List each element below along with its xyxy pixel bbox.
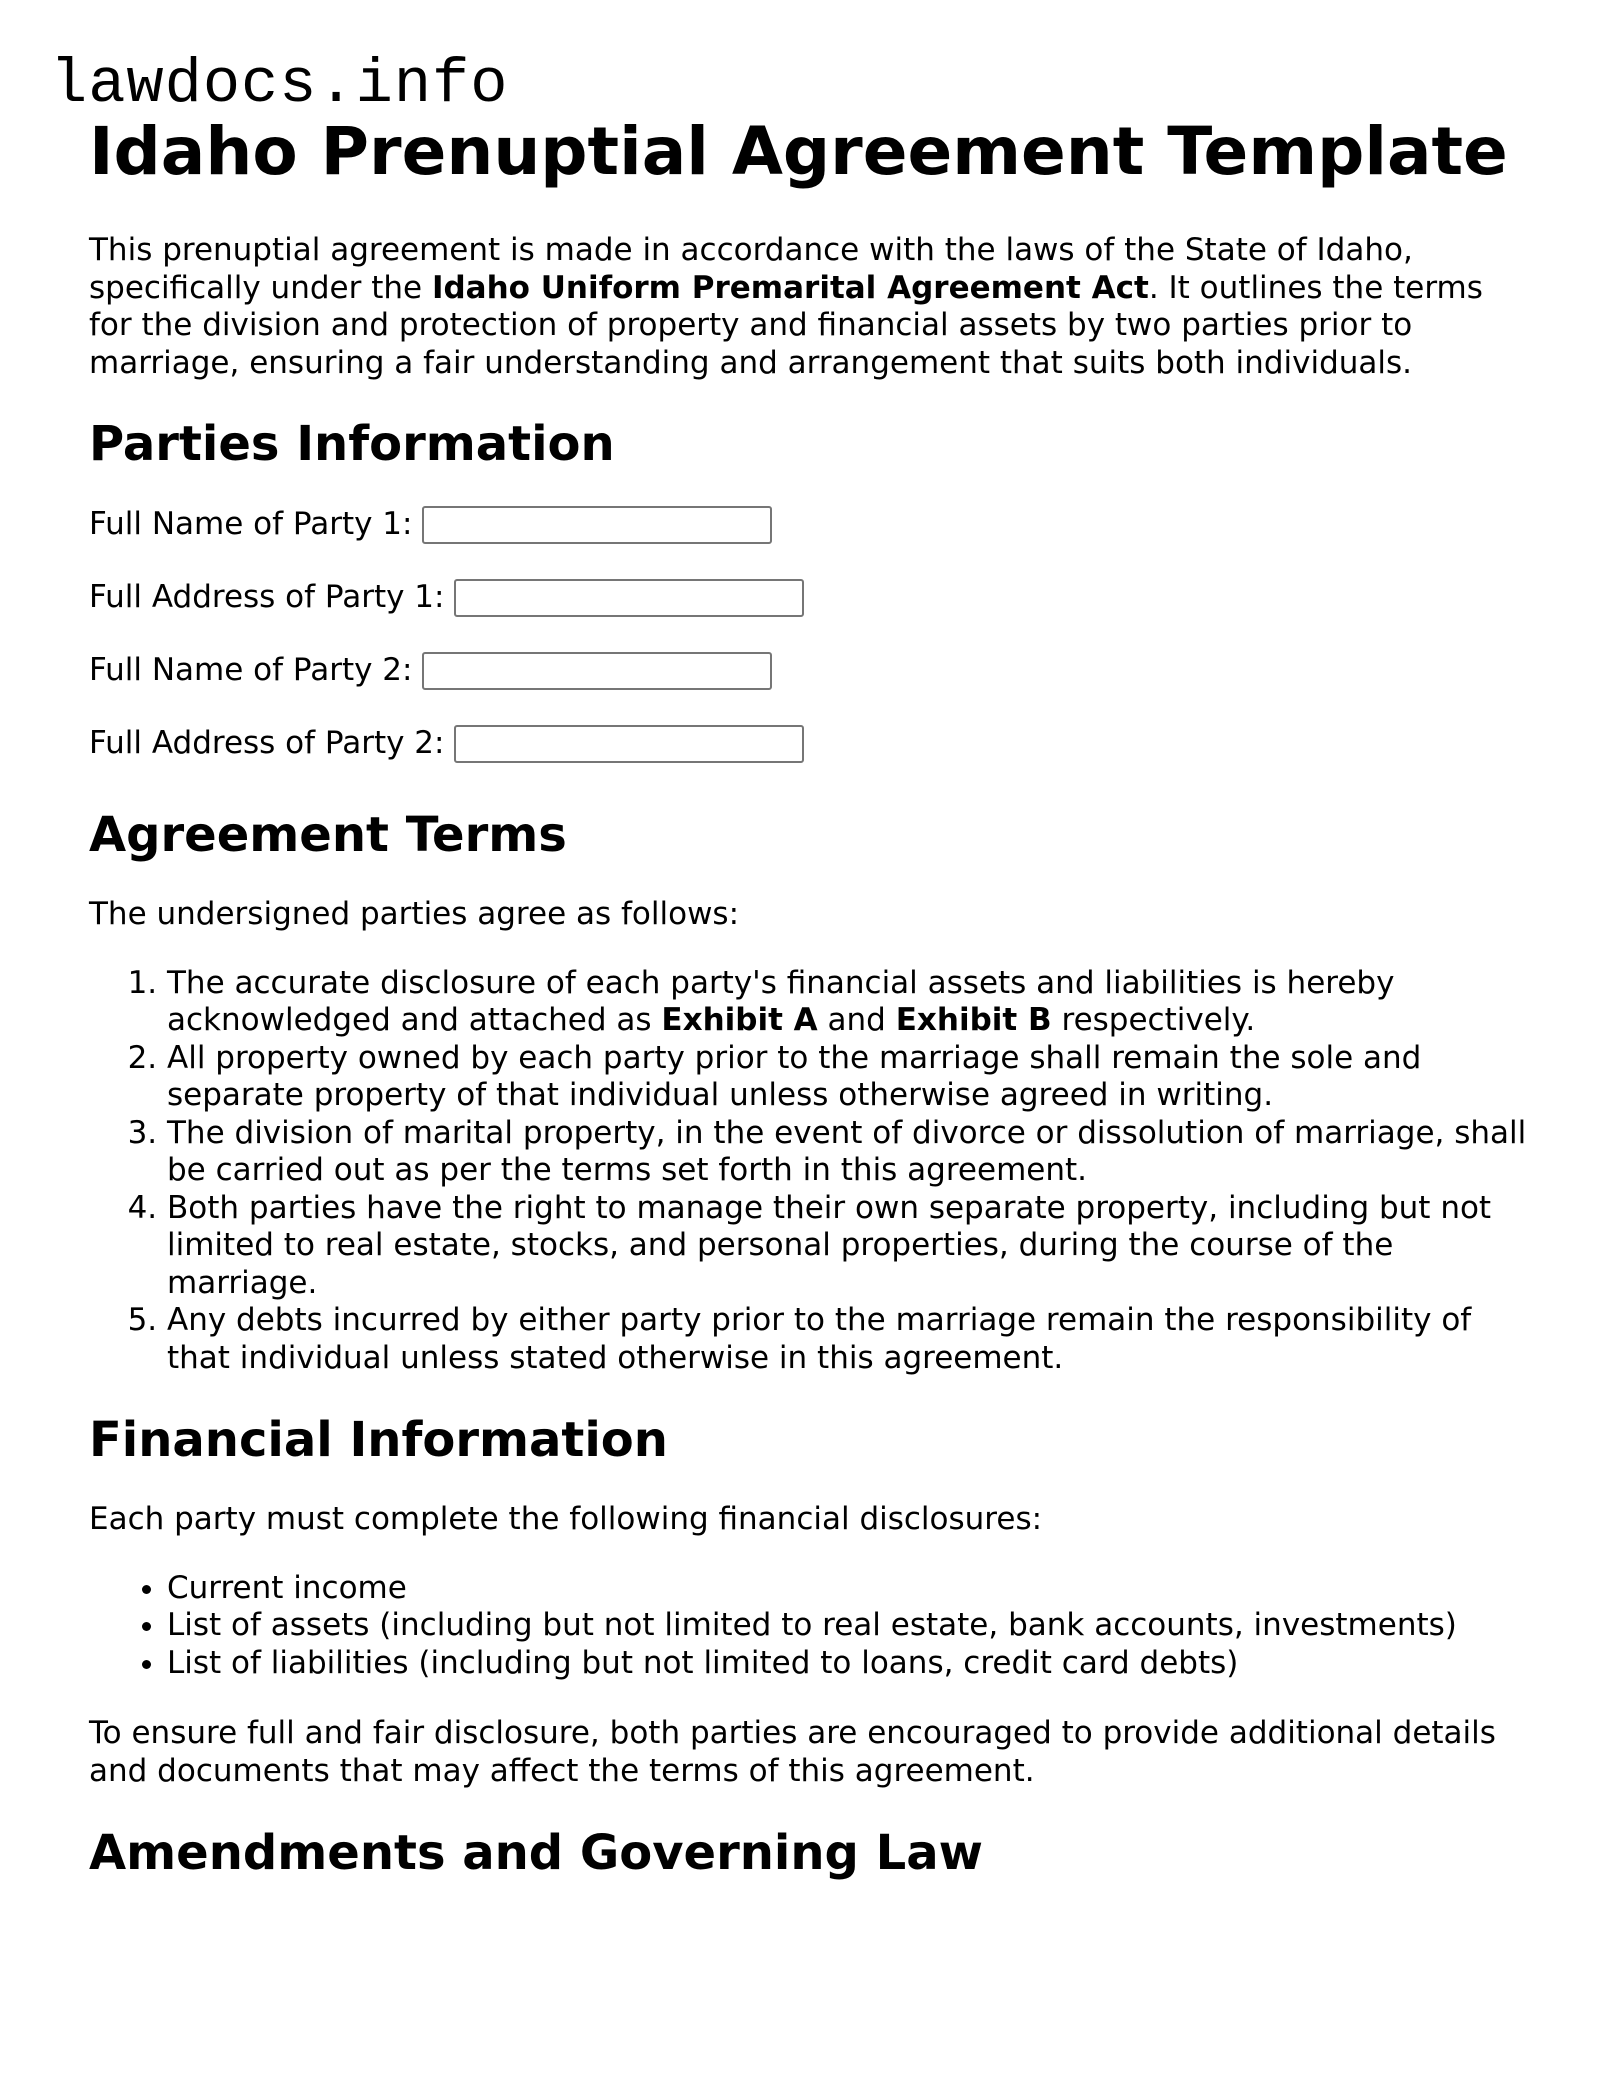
term1-text-before: The accurate disclosure of each party's financial assets and liabilities is hereby acknowledged and attached as — [167, 964, 1395, 1038]
exhibit-b: Exhibit B — [895, 1002, 1052, 1038]
financial-list — [89, 1570, 1529, 1683]
term1-text-mid: and — [817, 1002, 896, 1038]
party2-name-label: Full Name of Party 2: — [89, 652, 413, 689]
term1-text-after: respectively. — [1051, 1002, 1256, 1038]
party2-name-row — [89, 646, 1529, 696]
intro-paragraph — [89, 232, 1529, 382]
party1-address-row — [89, 573, 1529, 623]
amendments-heading: Amendments and Governing Law — [89, 1825, 983, 1881]
financial-heading: Financial Information — [89, 1412, 668, 1468]
party1-address-input[interactable] — [454, 579, 804, 617]
list-item: • List of assets (including but not limited to real estate, bank accounts, investments) — [167, 1607, 1529, 1645]
party1-name-row — [89, 500, 1529, 550]
party2-name-input[interactable] — [422, 652, 772, 690]
watermark-logo: lawdocs.info — [50, 49, 509, 120]
terms-list — [89, 965, 1529, 1378]
list-item — [167, 965, 1529, 1040]
terms-heading: Agreement Terms — [89, 807, 567, 863]
list-item: 5. Any debts incurred by either party prior to the marriage remain the responsibility of that individual unless stated otherwise in this agreement. — [167, 1302, 1529, 1377]
party1-address-label: Full Address of Party 1: — [89, 579, 445, 616]
exhibit-a: Exhibit A — [661, 1002, 818, 1038]
party1-name-input[interactable] — [422, 506, 772, 544]
financial-outro: To ensure full and fair disclosure, both parties are encouraged to provide additional details and documents that may affect the terms of this agreement. — [89, 1715, 1496, 1789]
list-item: 4. Both parties have the right to manage their own separate property, including but not limited to real estate, stocks, and personal properties, during the course of the marriage. — [167, 1190, 1529, 1303]
financial-intro: Each party must complete the following financial disclosures: — [89, 1501, 1043, 1537]
list-item: 2. All property owned by each party prior to the marriage shall remain the sole and separate property of that individual unless otherwise agreed in writing. — [167, 1040, 1529, 1115]
party2-address-input[interactable] — [454, 725, 804, 763]
terms-intro: The undersigned parties agree as follows: — [89, 896, 740, 932]
parties-heading: Parties Information — [89, 416, 615, 472]
party2-address-label: Full Address of Party 2: — [89, 725, 445, 762]
list-item: • List of liabilities (including but not limited to loans, credit card debts) — [167, 1645, 1529, 1683]
document-body — [89, 112, 1529, 1882]
party1-name-label: Full Name of Party 1: — [89, 506, 413, 543]
list-item: • Current income — [167, 1570, 1529, 1608]
intro-act-name: Idaho Uniform Premarital Agreement Act — [431, 269, 1149, 306]
intro-text-before: This prenuptial agreement is made in accordance with the laws of the State of Idaho, specifically under the — [89, 232, 1413, 306]
intro-text-after: . It outlines the terms for the division and protection of property and financial assets by two parties prior to marriage, ensuring a fair understanding and arrangement that suits both individuals. — [89, 269, 1483, 381]
party2-address-row — [89, 719, 1529, 769]
list-item: 3. The division of marital property, in the event of divorce or dissolution of marriage, shall be carried out as per the terms set forth in this agreement. — [167, 1115, 1529, 1190]
page-title: Idaho Prenuptial Agreement Template — [89, 113, 1508, 190]
